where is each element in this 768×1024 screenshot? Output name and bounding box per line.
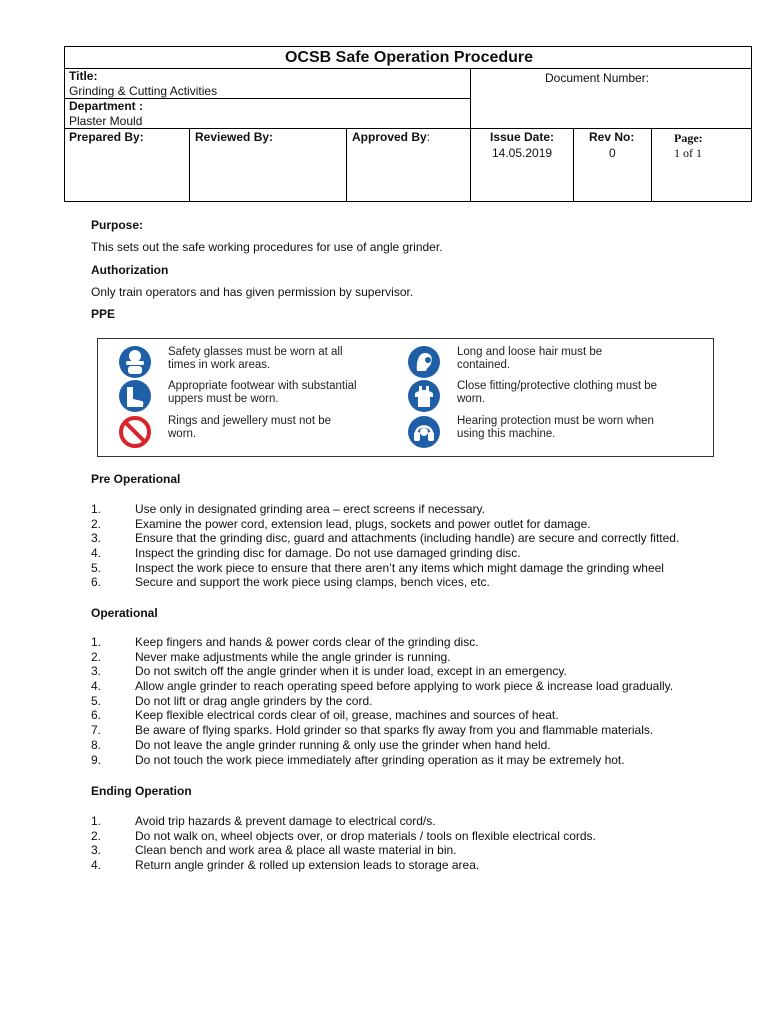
- department-label: Department :: [69, 99, 144, 113]
- list-item: [91, 517, 731, 532]
- item-text: Inspect the grinding disc for damage. Do not use damaged grinding disc.: [135, 546, 521, 561]
- ppe-text-line: times in work areas.: [168, 359, 271, 371]
- ppe-text-line: Appropriate footwear with substantial: [168, 380, 357, 392]
- list-item: [91, 814, 731, 829]
- item-text: Ensure that the grinding disc, guard and attachments (including handle) are secure and correctly fitted.: [135, 531, 680, 546]
- item-number: 1.: [91, 502, 102, 516]
- ppe-text-line: Hearing protection must be worn when: [457, 415, 654, 427]
- item-text: Use only in designated grinding area – erect screens if necessary.: [135, 502, 485, 516]
- title-label: Title:: [69, 69, 98, 83]
- item-number: 4.: [91, 546, 102, 561]
- ppe-text-line: Long and loose hair must be: [457, 346, 603, 358]
- ppe-text-line: Safety glasses must be worn at all: [168, 346, 343, 358]
- operational-list: [91, 635, 731, 767]
- item-number: 4.: [91, 679, 102, 694]
- list-item: [91, 546, 731, 561]
- ppe-text-line: uppers must be worn.: [168, 393, 279, 405]
- list-item: [91, 829, 731, 844]
- item-text: Do not touch the work piece immediately after grinding operation as it may be extremely hot.: [135, 752, 625, 767]
- item-text: Never make adjustments while the angle grinder is running.: [135, 649, 451, 664]
- item-text: Keep flexible electrical cords clear of oil, grease, machines and sources of heat.: [135, 708, 559, 723]
- item-text: Avoid trip hazards & prevent damage to electrical cord/s.: [135, 814, 436, 828]
- ppe-signs-panel: [97, 338, 714, 457]
- item-number: 9.: [91, 752, 102, 767]
- ppe-heading: PPE: [91, 307, 116, 321]
- list-item: [91, 843, 731, 858]
- item-number: 5.: [91, 560, 102, 575]
- ppe-text-line: Close fitting/protective clothing must be: [457, 380, 658, 392]
- ppe-text-line: worn.: [168, 428, 197, 440]
- item-text: Examine the power cord, extension lead, plugs, sockets and power outlet for damage.: [135, 516, 591, 531]
- list-item: [91, 561, 731, 576]
- page-value: 1 of 1: [674, 146, 702, 160]
- item-text: Do not lift or drag angle grinders by the cord.: [135, 693, 373, 708]
- item-number: 5.: [91, 693, 102, 708]
- item-number: 1.: [91, 814, 102, 828]
- list-item: [91, 694, 731, 709]
- approved-by-label: Approved By: [352, 130, 427, 144]
- list-item: [91, 753, 731, 768]
- reviewed-by-label: Reviewed By:: [195, 130, 274, 144]
- issue-date-label: Issue Date:: [490, 130, 555, 144]
- title-value: Grinding & Cutting Activities: [69, 84, 218, 98]
- prepared-by-label: Prepared By:: [69, 130, 144, 144]
- list-item: [91, 664, 731, 679]
- item-text: Be aware of flying sparks. Hold grinder so that sparks fly away from you and flammable materials.: [135, 723, 654, 738]
- list-item: [91, 575, 731, 590]
- item-number: 2.: [91, 649, 102, 664]
- item-text: Clean bench and work area & place all waste material in bin.: [135, 843, 457, 858]
- ending-operation-heading: Ending Operation: [91, 784, 192, 798]
- document-title: OCSB Safe Operation Procedure: [284, 49, 534, 66]
- item-text: Keep fingers and hands & power cords clear of the grinding disc.: [135, 635, 479, 649]
- item-number: 6.: [91, 575, 102, 590]
- item-number: 7.: [91, 723, 102, 738]
- protective-clothing-icon: [407, 379, 441, 413]
- item-text: Do not leave the angle grinder running & only use the grinder when hand held.: [135, 737, 551, 752]
- ppe-text-line: using this machine.: [457, 428, 556, 440]
- ppe-text-line: worn.: [457, 393, 486, 405]
- item-number: 6.: [91, 708, 102, 723]
- safety-glasses-icon: [118, 345, 152, 379]
- item-text: Allow angle grinder to reach operating speed before applying to work piece & increase load gradually.: [135, 679, 674, 694]
- item-number: 8.: [91, 737, 102, 752]
- item-text: Do not walk on, wheel objects over, or drop materials / tools on flexible electrical cords.: [135, 828, 596, 843]
- item-text: Inspect the work piece to ensure that there aren’t any items which might damage the grinding wheel: [135, 560, 664, 575]
- safety-footwear-icon: [118, 379, 152, 413]
- operational-heading: Operational: [91, 606, 158, 620]
- purpose-heading: Purpose:: [91, 218, 144, 232]
- ppe-text-line: Rings and jewellery must not be: [168, 415, 331, 427]
- list-item: [91, 723, 731, 738]
- item-number: 3.: [91, 531, 102, 546]
- item-number: 1.: [91, 635, 102, 649]
- authorization-text: Only train operators and has given permission by supervisor.: [91, 285, 414, 299]
- hearing-protection-icon: [407, 415, 441, 449]
- department-value: Plaster Mould: [69, 114, 143, 128]
- no-jewellery-icon: [118, 415, 152, 449]
- long-hair-icon: [407, 345, 441, 379]
- item-number: 4.: [91, 858, 102, 873]
- document-number-label: Document Number:: [545, 71, 650, 85]
- list-item: [91, 650, 731, 665]
- item-number: 2.: [91, 516, 102, 531]
- ending-operation-list: [91, 814, 731, 873]
- purpose-text: This sets out the safe working procedures for use of angle grinder.: [91, 240, 443, 254]
- pre-operational-list: [91, 502, 731, 590]
- item-number: 3.: [91, 843, 102, 858]
- page-label: Page:: [674, 131, 703, 145]
- list-item: [91, 531, 731, 546]
- approved-by-colon: :: [426, 130, 431, 144]
- item-text: Do not switch off the angle grinder when it is under load, except in an emergency.: [135, 664, 567, 679]
- document-header-table: [64, 46, 752, 202]
- list-item: [91, 738, 731, 753]
- list-item: [91, 635, 731, 650]
- pre-operational-heading: Pre Operational: [91, 472, 181, 486]
- list-item: [91, 858, 731, 873]
- list-item: [91, 708, 731, 723]
- list-item: [91, 679, 731, 694]
- authorization-heading: Authorization: [91, 263, 169, 277]
- item-number: 3.: [91, 664, 102, 679]
- item-text: Secure and support the work piece using clamps, bench vices, etc.: [135, 575, 490, 590]
- list-item: [91, 502, 731, 517]
- item-number: 2.: [91, 828, 102, 843]
- item-text: Return angle grinder & rolled up extension leads to storage area.: [135, 858, 480, 873]
- rev-no-value: 0: [609, 146, 616, 160]
- ppe-text-line: contained.: [457, 359, 511, 371]
- approved-by-field: [352, 130, 430, 144]
- issue-date-value: 14.05.2019: [492, 146, 553, 160]
- rev-no-label: Rev No:: [589, 130, 635, 144]
